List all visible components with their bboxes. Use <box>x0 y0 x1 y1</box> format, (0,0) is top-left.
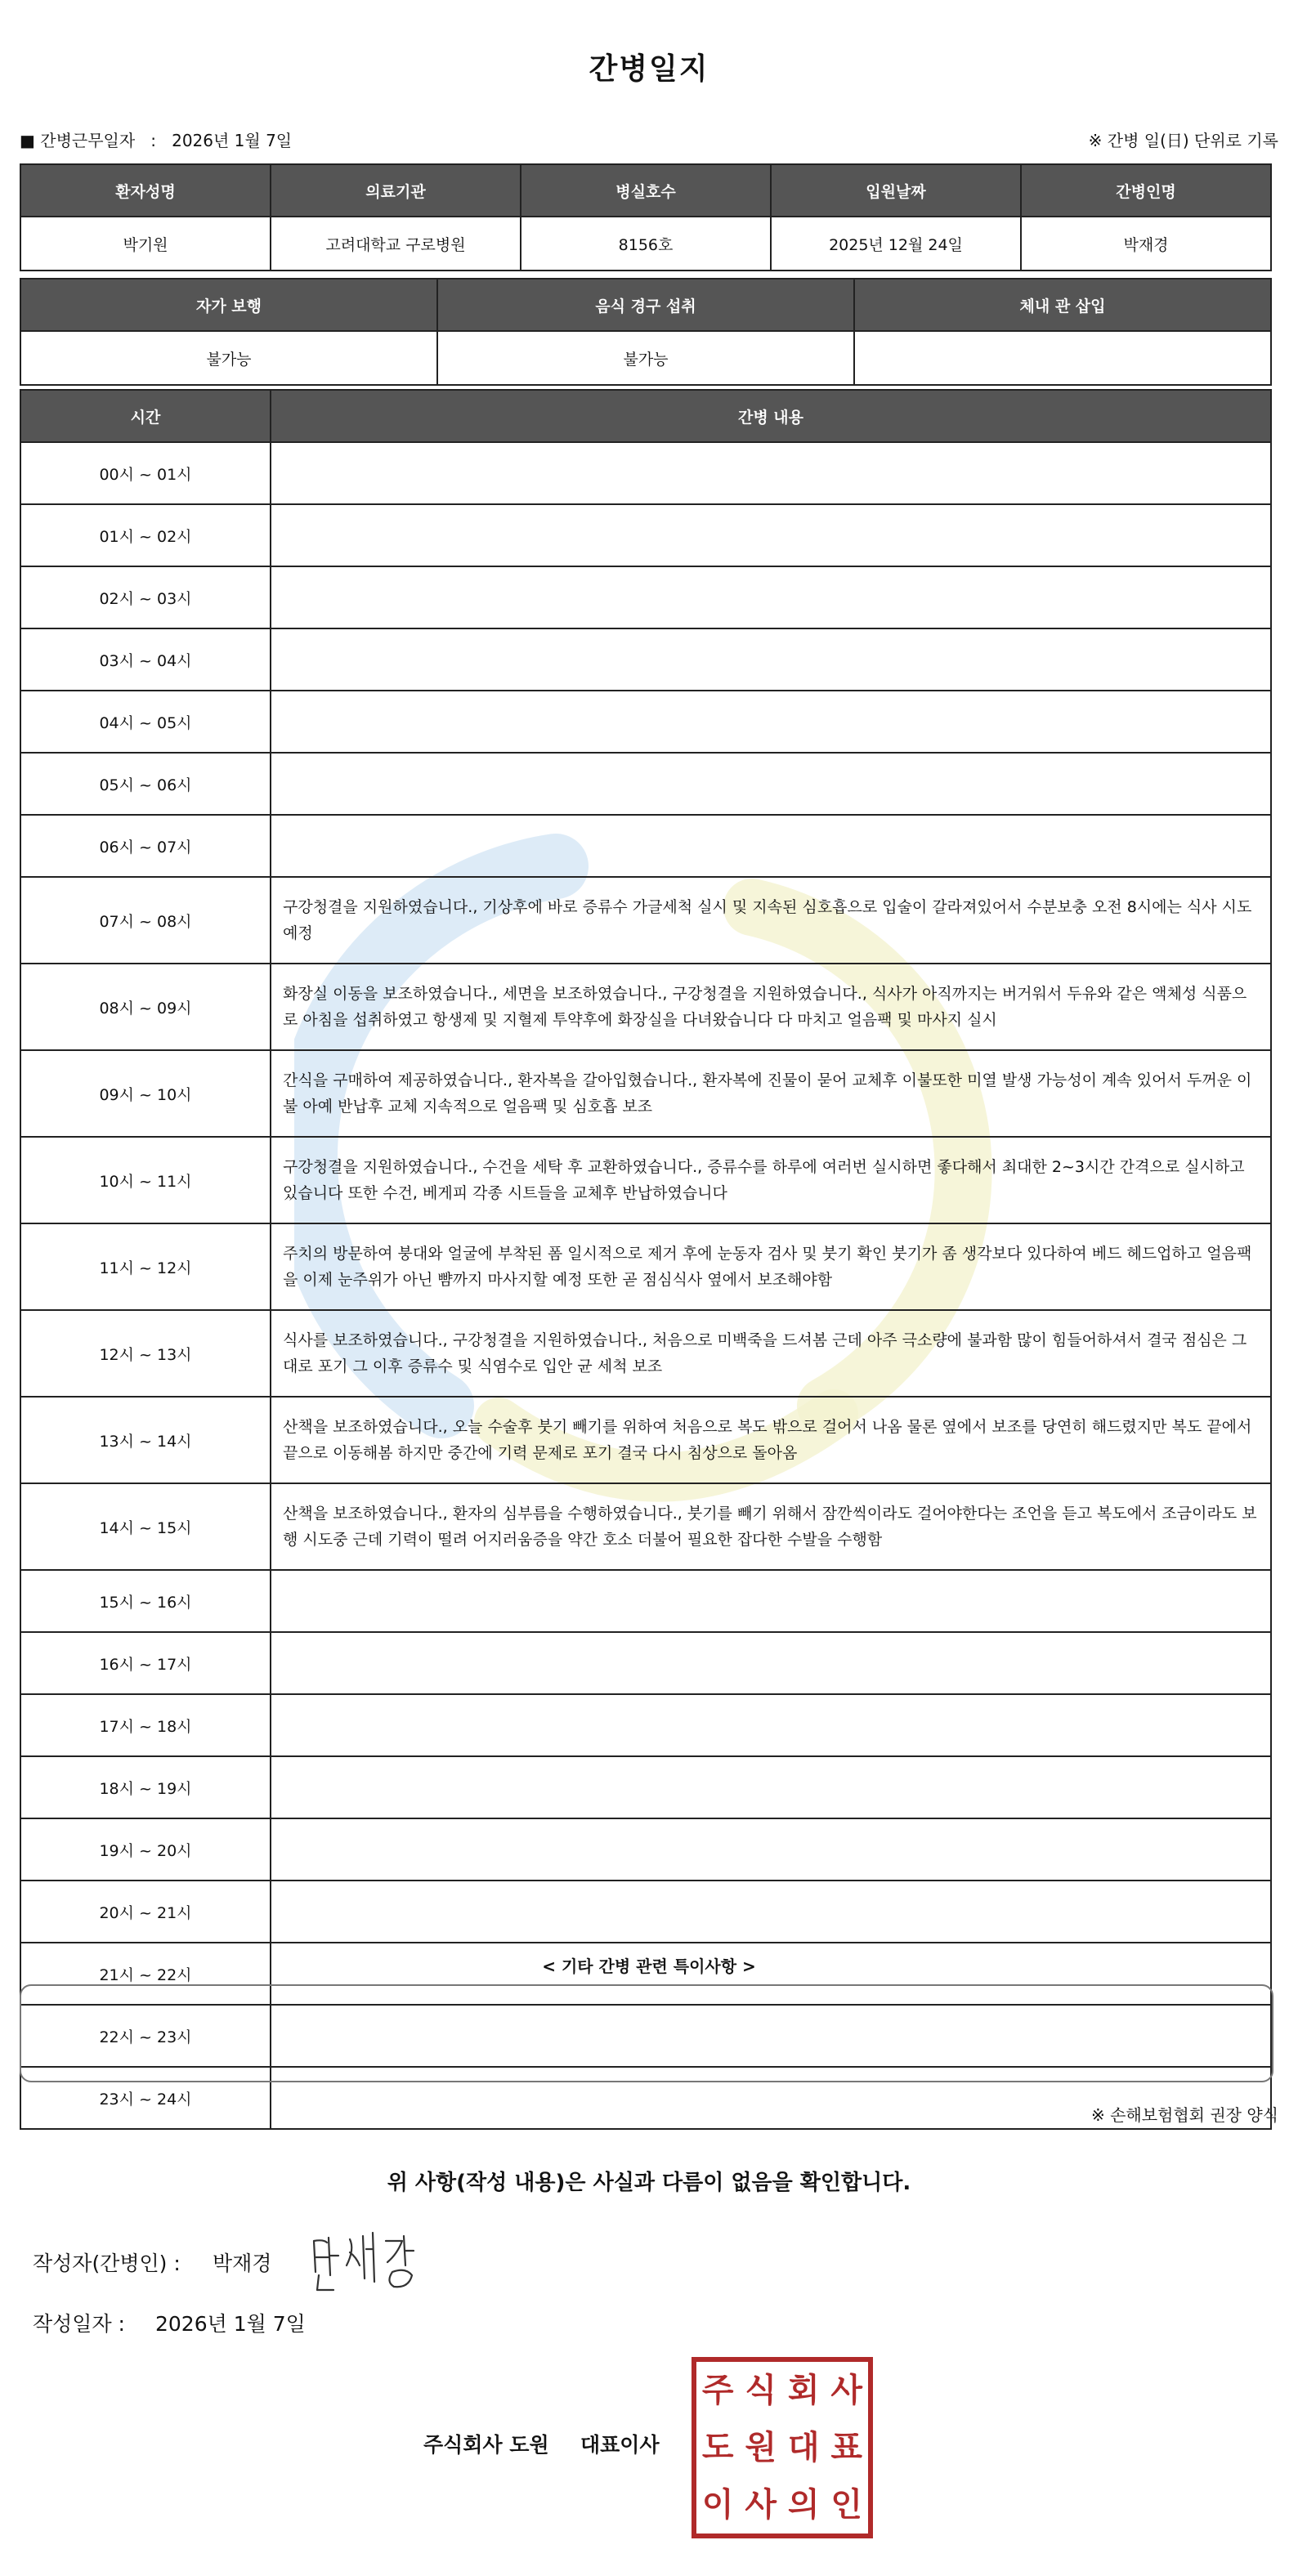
header-oral-intake: 음식 경구 섭취 <box>437 279 854 331</box>
company-seal-stamp: 주 식 회 사 도 원 대 표 이 사 의 인 <box>692 2357 873 2538</box>
table-row <box>20 753 1271 815</box>
time-cell: 15시 ~ 16시 <box>20 1570 271 1632</box>
time-cell: 08시 ~ 09시 <box>20 964 271 1050</box>
content-cell <box>271 753 1271 815</box>
time-cell: 11시 ~ 12시 <box>20 1223 271 1310</box>
time-cell: 18시 ~ 19시 <box>20 1756 271 1818</box>
content-cell: 구강청결을 지원하였습니다., 기상후에 바로 증류수 가글세척 실시 및 지속된 심호흡으로 입술이 갈라져있어서 수분보충 오전 8시에는 식사 시도 예정 <box>271 877 1271 964</box>
content-cell: 산책을 보조하였습니다., 환자의 심부름을 수행하였습니다., 붓기를 빼기 위해서 잠깐씩이라도 걸어야한다는 조언을 듣고 복도에서 조금이라도 보행 시도중 근데 기력이 떨려 어지러움증을 약간 호소 더불어 필요한 잡다한 수발을 수행함 <box>271 1483 1271 1570</box>
time-cell: 19시 ~ 20시 <box>20 1818 271 1881</box>
time-cell: 10시 ~ 11시 <box>20 1137 271 1223</box>
self-walking-value: 불가능 <box>20 331 437 385</box>
time-cell: 03시 ~ 04시 <box>20 628 271 691</box>
content-cell <box>271 691 1271 753</box>
header-self-walking: 자가 보행 <box>20 279 437 331</box>
writer-name: 박재경 <box>213 2252 272 2275</box>
header-hospital: 의료기관 <box>271 164 521 217</box>
time-cell: 05시 ~ 06시 <box>20 753 271 815</box>
time-cell: 00시 ~ 01시 <box>20 442 271 504</box>
content-cell <box>271 1756 1271 1818</box>
content-cell: 구강청결을 지원하였습니다., 수건을 세탁 후 교환하였습니다., 증류수를 하루에 여러번 실시하면 좋다해서 최대한 2~3시간 간격으로 실시하고 있습니다 또한 수건, 베게피 각종 시트들을 교체후 반납하였습니다 <box>271 1137 1271 1223</box>
work-date-value: 2026년 1월 7일 <box>172 131 293 150</box>
page-title: 간병일지 <box>589 52 709 86</box>
written-date-value: 2026년 1월 7일 <box>155 2312 306 2336</box>
tube-insertion-value <box>854 331 1271 385</box>
content-cell <box>271 1694 1271 1756</box>
time-cell: 23시 ~ 24시 <box>20 2067 271 2129</box>
time-cell: 21시 ~ 22시 <box>20 1943 271 2005</box>
table-row <box>20 1483 1271 1570</box>
handwritten-signature <box>307 2225 438 2298</box>
time-cell: 06시 ~ 07시 <box>20 815 271 877</box>
table-row <box>20 1756 1271 1818</box>
table-row <box>20 691 1271 753</box>
header-patient-name: 환자성명 <box>20 164 271 217</box>
time-cell: 02시 ~ 03시 <box>20 566 271 628</box>
time-cell: 13시 ~ 14시 <box>20 1397 271 1483</box>
time-cell: 01시 ~ 02시 <box>20 504 271 566</box>
time-cell: 22시 ~ 23시 <box>20 2005 271 2067</box>
patient-info-table <box>20 163 1272 271</box>
special-notes-title: < 기타 간병 관련 특이사항 > <box>542 1957 756 1976</box>
time-cell: 07시 ~ 08시 <box>20 877 271 964</box>
table-row <box>20 1632 1271 1694</box>
header-care-content: 간병 내용 <box>271 390 1271 442</box>
content-cell <box>271 1570 1271 1632</box>
content-cell <box>271 1818 1271 1881</box>
table-row <box>20 1050 1271 1137</box>
table-row <box>20 1881 1271 1943</box>
time-cell: 12시 ~ 13시 <box>20 1310 271 1397</box>
table-row <box>20 442 1271 504</box>
content-cell <box>271 442 1271 504</box>
time-cell: 16시 ~ 17시 <box>20 1632 271 1694</box>
table-header-row <box>20 279 1271 331</box>
time-cell: 17시 ~ 18시 <box>20 1694 271 1756</box>
time-cell: 14시 ~ 15시 <box>20 1483 271 1570</box>
form-note: ※ 손해보험협회 권장 양식 <box>1090 2105 1278 2125</box>
hospital: 고려대학교 구로병원 <box>271 217 521 271</box>
content-cell <box>271 628 1271 691</box>
table-row <box>20 1570 1271 1632</box>
caregiver-name: 박재경 <box>1021 217 1271 271</box>
work-date-label: ■ 간병근무일자 <box>20 131 136 150</box>
table-row <box>20 1310 1271 1397</box>
written-date-label: 작성일자 : <box>33 2312 125 2336</box>
confirmation-statement: 위 사항(작성 내용)은 사실과 다름이 없음을 확인합니다. <box>387 2171 911 2195</box>
table-header-row <box>20 164 1271 217</box>
header-room: 병실호수 <box>521 164 771 217</box>
ceo-label: 대표이사 <box>580 2433 660 2457</box>
care-log-table <box>20 389 1272 2130</box>
content-cell <box>271 1632 1271 1694</box>
admission-date: 2025년 12월 24일 <box>771 217 1021 271</box>
unit-note: ※ 간병 일(日) 단위로 기록 <box>1088 131 1278 150</box>
table-row <box>20 964 1271 1050</box>
table-row <box>20 1137 1271 1223</box>
time-cell: 04시 ~ 05시 <box>20 691 271 753</box>
content-cell <box>271 504 1271 566</box>
content-cell <box>271 1881 1271 1943</box>
content-cell: 산책을 보조하였습니다., 오늘 수술후 붓기 빼기를 위하여 처음으로 복도 밖으로 걸어서 나옴 물론 옆에서 보조를 당연히 해드렸지만 복도 끝에서 끝으로 이동해봄 하지만 중간에 기력 문제로 포기 결국 다시 침상으로 돌아옴 <box>271 1397 1271 1483</box>
table-row <box>20 217 1271 271</box>
room-number: 8156호 <box>521 217 771 271</box>
table-row <box>20 331 1271 385</box>
header-admission-date: 입원날짜 <box>771 164 1021 217</box>
content-cell <box>271 815 1271 877</box>
table-row <box>20 504 1271 566</box>
table-row <box>20 815 1271 877</box>
patient-name: 박기원 <box>20 217 271 271</box>
content-cell: 주치의 방문하여 붕대와 얼굴에 부착된 폼 일시적으로 제거 후에 눈동자 검사 및 붓기 확인 붓기가 좀 생각보다 있다하여 베드 헤드업하고 얼음팩을 이제 눈주위가 아닌 뺨까지 마사지할 예정 또한 곧 점심식사 옆에서 보조해야함 <box>271 1223 1271 1310</box>
oral-intake-value: 불가능 <box>437 331 854 385</box>
content-cell <box>271 566 1271 628</box>
table-header-row <box>20 390 1271 442</box>
content-cell: 간식을 구매하여 제공하였습니다., 환자복을 갈아입혔습니다., 환자복에 진물이 묻어 교체후 이불또한 미열 발생 가능성이 계속 있어서 두꺼운 이불 아예 반납후 교체 지속적으로 얼음팩 및 심호흡 보조 <box>271 1050 1271 1137</box>
writer-label: 작성자(간병인) : <box>33 2252 181 2275</box>
work-date <box>20 127 292 151</box>
content-cell: 식사를 보조하였습니다., 구강청결을 지원하였습니다., 처음으로 미백죽을 드셔봄 근데 아주 극소량에 불과함 많이 힘들어하셔서 결국 점심은 그대로 포기 그 이후 증류수 및 식염수로 입안 균 세척 보조 <box>271 1310 1271 1397</box>
table-row <box>20 1397 1271 1483</box>
table-row <box>20 566 1271 628</box>
time-cell: 09시 ~ 10시 <box>20 1050 271 1137</box>
patient-status-table <box>20 278 1272 386</box>
table-row <box>20 628 1271 691</box>
table-row <box>20 1694 1271 1756</box>
table-row <box>20 1818 1271 1881</box>
header-tube-insertion: 체내 관 삽입 <box>854 279 1271 331</box>
company-name: 주식회사 도원 <box>423 2433 549 2457</box>
table-row <box>20 877 1271 964</box>
time-cell: 20시 ~ 21시 <box>20 1881 271 1943</box>
special-notes-box <box>20 1984 1273 2082</box>
header-time: 시간 <box>20 390 271 442</box>
header-caregiver-name: 간병인명 <box>1021 164 1271 217</box>
content-cell: 화장실 이동을 보조하였습니다., 세면을 보조하였습니다., 구강청결을 지원하였습니다., 식사가 아직까지는 버거워서 두유와 같은 액체성 식품으로 아침을 섭취하였고 항생제 및 지혈제 투약후에 화장실을 다녀왔습니다 다 마치고 얼음팩 및 마사지 실시 <box>271 964 1271 1050</box>
work-date-separator: : <box>150 131 157 150</box>
table-row <box>20 1223 1271 1310</box>
